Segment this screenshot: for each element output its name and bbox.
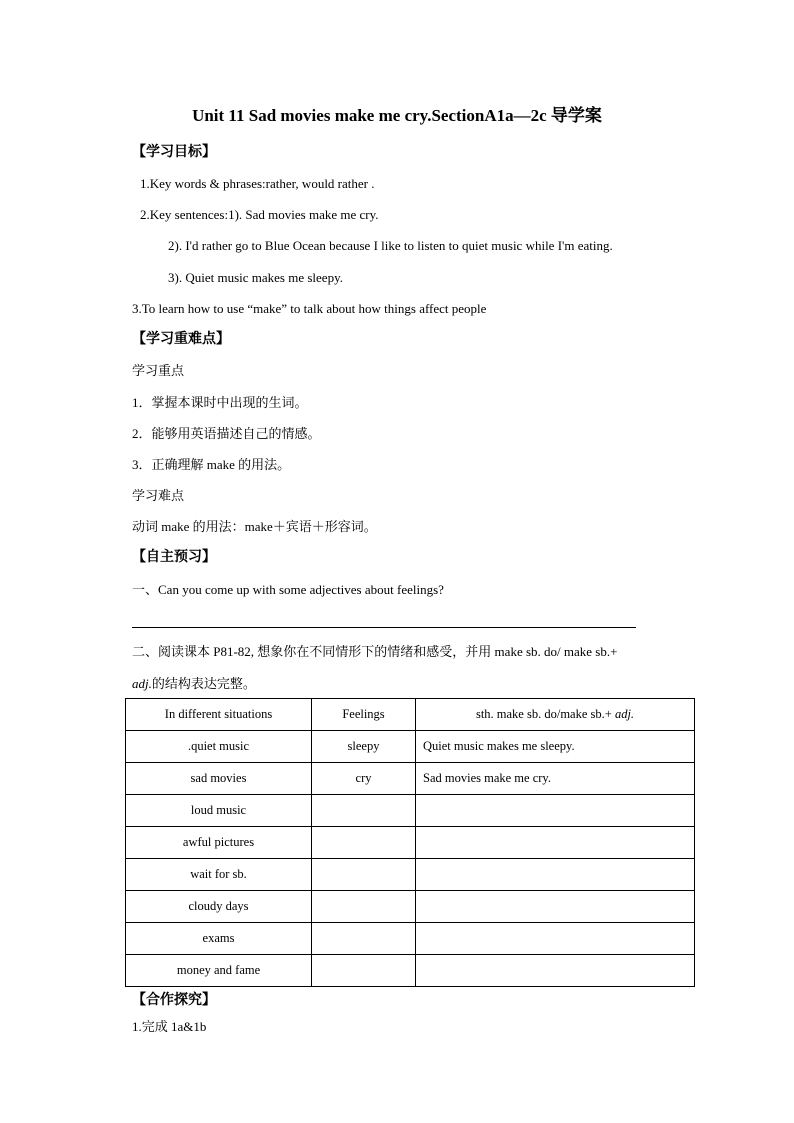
- table-row: [126, 827, 695, 859]
- preview-question-2-rest: 的结构表达完整。: [151, 676, 256, 691]
- table-row: [126, 891, 695, 923]
- page-title: Unit 11 Sad movies make me cry.SectionA1a—2c 导学案: [192, 106, 602, 125]
- sentence-cell[interactable]: [416, 923, 695, 955]
- objective-item-2c: 3). Quiet music makes me sleepy.: [168, 270, 343, 285]
- sentence-cell[interactable]: [416, 859, 695, 891]
- sentence-cell[interactable]: [416, 827, 695, 859]
- table-header-row: [126, 699, 695, 731]
- adj-abbrev: adj.: [132, 676, 152, 691]
- sentence-cell[interactable]: Quiet music makes me sleepy.: [416, 731, 695, 763]
- difficulty-label: 学习难点: [132, 488, 185, 503]
- focus-item-3: 3．正确理解 make 的用法。: [132, 457, 291, 472]
- table-row: [126, 731, 695, 763]
- objective-item-3: 3.To learn how to use “make” to talk about how things affect people: [132, 301, 487, 316]
- focus-item-1: 1．掌握本课时中出现的生词。: [132, 395, 308, 410]
- header-structure-adj: adj.: [614, 707, 635, 721]
- situation-cell: cloudy days: [126, 891, 312, 923]
- table-row: [126, 763, 695, 795]
- difficulty-item-1: 动词 make 的用法：make＋宾语＋形容词。: [132, 519, 377, 534]
- header-feelings: Feelings: [312, 699, 416, 731]
- feeling-cell[interactable]: [312, 795, 416, 827]
- cooperation-item-1: 1.完成 1a&1b: [132, 1019, 207, 1034]
- situation-cell: exams: [126, 923, 312, 955]
- sentence-cell[interactable]: [416, 891, 695, 923]
- table-row: [126, 923, 695, 955]
- table-row: [126, 859, 695, 891]
- preview-question-2-cont: [132, 676, 256, 692]
- preview-question-1: 一、Can you come up with some adjectives about feelings?: [132, 582, 444, 597]
- objectives-heading: 【学习目标】: [132, 145, 216, 160]
- situation-cell: awful pictures: [126, 827, 312, 859]
- cooperation-heading: 【合作探究】: [132, 993, 216, 1008]
- header-structure-text: sth. make sb. do/make sb.+: [475, 707, 615, 721]
- feeling-cell[interactable]: sleepy: [312, 731, 416, 763]
- feeling-cell[interactable]: [312, 827, 416, 859]
- objective-item-2: 2.Key sentences:1). Sad movies make me cry.: [140, 207, 379, 222]
- feeling-cell[interactable]: [312, 923, 416, 955]
- table-row: [126, 955, 695, 987]
- situation-cell: loud music: [126, 795, 312, 827]
- answer-blank-line[interactable]: [132, 627, 636, 628]
- objective-item-2b: 2). I'd rather go to Blue Ocean because I like to listen to quiet music while I'm eating.: [168, 238, 613, 253]
- feeling-cell[interactable]: cry: [312, 763, 416, 795]
- feeling-cell[interactable]: [312, 859, 416, 891]
- situation-cell: sad movies: [126, 763, 312, 795]
- situation-cell: wait for sb.: [126, 859, 312, 891]
- sentence-cell[interactable]: Sad movies make me cry.: [416, 763, 695, 795]
- header-structure: [416, 699, 695, 731]
- objective-item-1: 1.Key words & phrases:rather, would rather .: [140, 176, 375, 191]
- sentence-cell[interactable]: [416, 955, 695, 987]
- feelings-table: [125, 698, 695, 987]
- focus-item-2: 2．能够用英语描述自己的情感。: [132, 426, 321, 441]
- sentence-cell[interactable]: [416, 795, 695, 827]
- feeling-cell[interactable]: [312, 955, 416, 987]
- preview-question-2: 二、阅读课本 P81-82, 想象你在不同情形下的情绪和感受，并用 make sb. do/ make sb.+: [132, 644, 618, 659]
- situation-cell: money and fame: [126, 955, 312, 987]
- table-row: [126, 795, 695, 827]
- situation-cell: .quiet music: [126, 731, 312, 763]
- keypoints-heading: 【学习重难点】: [132, 332, 230, 347]
- feeling-cell[interactable]: [312, 891, 416, 923]
- preview-heading: 【自主预习】: [132, 550, 216, 565]
- header-situations: In different situations: [126, 699, 312, 731]
- focus-label: 学习重点: [132, 363, 185, 378]
